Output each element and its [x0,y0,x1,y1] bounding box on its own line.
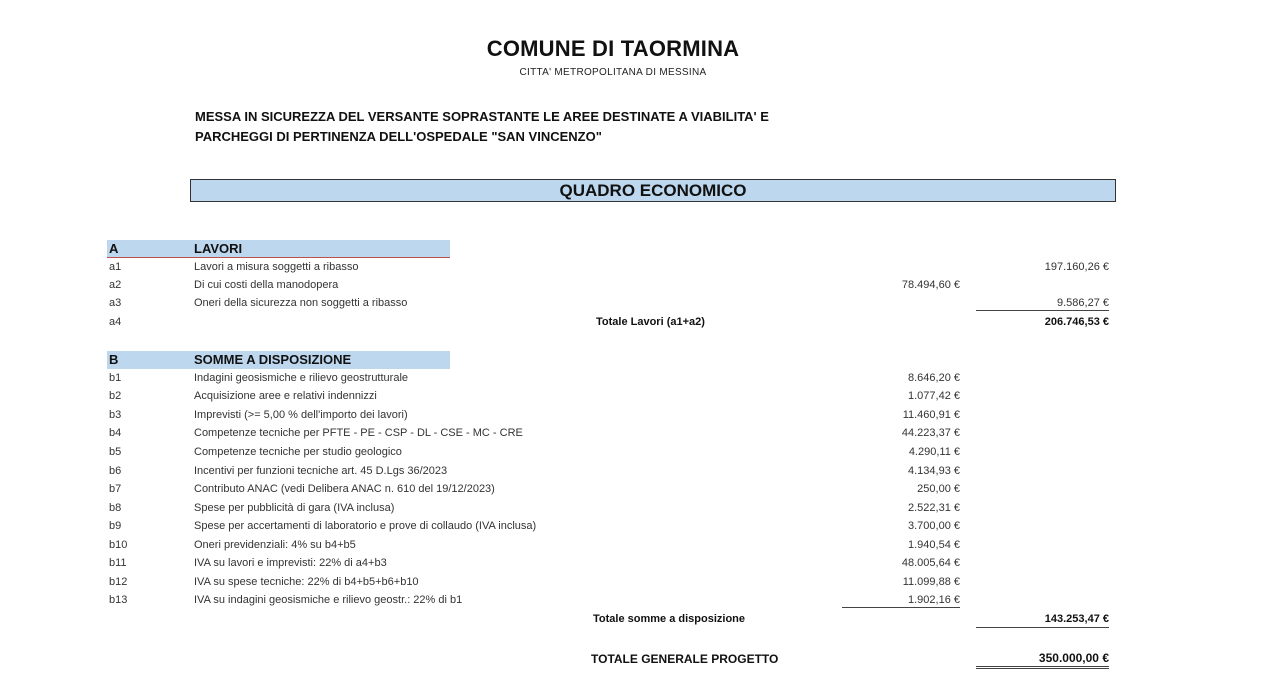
row-description: Lavori a misura soggetti a ribasso [194,261,359,273]
row-code: a2 [109,279,122,291]
quadro-economico-banner: QUADRO ECONOMICO [190,179,1116,202]
section-a-code: A [109,241,119,256]
row-amount: 48.005,64 € [901,557,960,569]
row-code: a1 [109,261,122,273]
grand-total-value: 350.000,00 € [976,651,1109,669]
municipality-subtitle: CITTA' METROPOLITANA DI MESSINA [519,67,707,78]
row-amount: 8.646,20 € [908,372,960,384]
row-amount: 9.586,27 € [976,297,1109,311]
row-description: IVA su lavori e imprevisti: 22% di a4+b3 [194,557,387,569]
row-amount: 11.460,91 € [902,409,960,421]
row-amount: 11.099,88 € [902,576,960,588]
total-somme-value: 143.253,47 € [976,613,1109,628]
row-amount: 3.700,00 € [908,520,960,532]
row-description: Imprevisti (>= 5,00 % dell'importo dei lavori) [194,409,408,421]
row-description: Di cui costi della manodopera [194,279,339,291]
row-code: b10 [109,539,128,551]
row-amount: 4.290,11 € [908,446,960,458]
row-description: Oneri della sicurezza non soggetti a ribasso [194,297,408,309]
row-code: b6 [109,465,122,477]
grand-total-label: TOTALE GENERALE PROGETTO [591,652,779,666]
row-code: a3 [109,297,122,309]
row-code: b5 [109,446,122,458]
row-description: Contributo ANAC (vedi Delibera ANAC n. 610 del 19/12/2023) [194,483,495,495]
row-code: b9 [109,520,122,532]
row-description: Acquisizione aree e relativi indennizzi [194,390,377,402]
row-code: a4 [109,316,122,328]
row-amount: 1.902,16 € [842,594,960,608]
total-lavori-label: Totale Lavori (a1+a2) [596,316,705,328]
row-description: IVA su indagini geosismiche e rilievo geostr.: 22% di b1 [194,594,463,606]
row-amount: 2.522,31 € [908,502,960,514]
section-b-label: SOMME A DISPOSIZIONE [194,352,352,367]
row-description: Indagini geosismiche e rilievo geostrutturale [194,372,409,384]
row-code: b8 [109,502,122,514]
project-title [195,107,1015,147]
project-title-line-1: MESSA IN SICUREZZA DEL VERSANTE SOPRASTANTE LE AREE DESTINATE A VIABILITA' E [195,109,769,124]
row-code: b3 [109,409,122,421]
municipality-title: COMUNE DI TAORMINA [486,36,740,61]
row-description: IVA su spese tecniche: 22% di b4+b5+b6+b10 [194,576,419,588]
row-code: b13 [109,594,128,606]
row-description: Competenze tecniche per PFTE - PE - CSP - DL - CSE - MC - CRE [194,427,523,439]
row-description: Incentivi per funzioni tecniche art. 45 D.Lgs 36/2023 [194,465,448,477]
row-amount: 197.160,26 € [1044,261,1109,273]
row-code: b11 [109,557,127,569]
row-code: b12 [109,576,128,588]
row-amount: 1.077,42 € [908,390,960,402]
row-code: b2 [109,390,122,402]
project-title-line-2: PARCHEGGI DI PERTINENZA DELL'OSPEDALE "SAN VINCENZO" [195,129,602,144]
row-amount: 250,00 € [917,483,960,495]
row-amount: 1.940,54 € [908,539,960,551]
row-description: Competenze tecniche per studio geologico [194,446,402,458]
section-b-code: B [109,352,119,367]
total-lavori-value: 206.746,53 € [1044,316,1109,328]
row-code: b7 [109,483,122,495]
row-description: Oneri previdenziali: 4% su b4+b5 [194,539,356,551]
row-code: b4 [109,427,122,439]
total-somme-label: Totale somme a disposizione [593,613,745,625]
section-b-header [107,351,450,369]
row-amount-partial: 78.494,60 € [901,279,960,291]
row-amount: 4.134,93 € [908,465,960,477]
section-a-header [107,240,450,258]
section-a-label: LAVORI [194,241,243,256]
row-code: b1 [109,372,122,384]
row-description: Spese per pubblicità di gara (IVA inclusa) [194,502,395,514]
row-description: Spese per accertamenti di laboratorio e prove di collaudo (IVA inclusa) [194,520,537,532]
row-amount: 44.223,37 € [901,427,960,439]
